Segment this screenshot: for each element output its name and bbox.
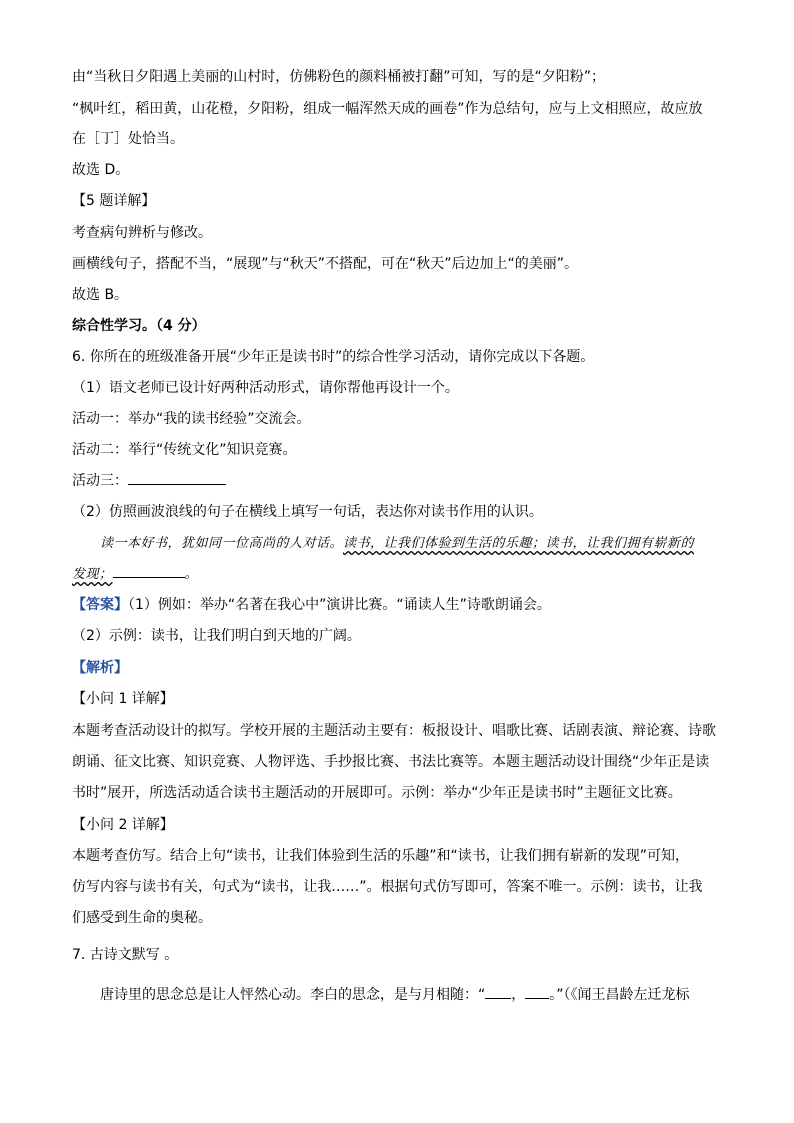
text-line: 在［丁］处恰当。 — [72, 131, 184, 147]
question-stem: 6. 你所在的班级准备开展“少年正是读书时”的综合性学习活动，请你完成以下各题。 — [72, 349, 595, 365]
answer-label: 【答案】 — [72, 597, 128, 613]
text-line: 们感受到生命的奥秘。 — [72, 910, 212, 926]
poem-source: 。”（《闻王昌龄左迁龙标 — [549, 987, 690, 1003]
section-heading: 【5 题详解】 — [72, 193, 156, 209]
answer-blank[interactable] — [113, 563, 185, 578]
text-line: 仿写内容与读书有关，句式为“读书，让我……”。根据句式仿写即可，答案不唯一。示例：读书，让我 — [72, 879, 703, 895]
comma: ， — [511, 987, 526, 1003]
wavy-underlined-sentence: 发现； — [72, 567, 113, 582]
analysis-label: 【解析】 — [72, 660, 128, 676]
text-line: 本题考查活动设计的拟写。学校开展的主题活动主要有：板报设计、唱歌比赛、话剧表演、辩论赛、诗歌 — [72, 723, 716, 739]
text-line: （1）语文老师已设计好两种活动形式，请你帮他再设计一个。 — [72, 380, 459, 396]
text-line: 画横线句子，搭配不当，“展现”与“秋天”不搭配，可在“秋天”后边加上“的美丽”。 — [72, 256, 579, 272]
section-heading: 【小问 1 详解】 — [72, 691, 174, 707]
text-line — [100, 984, 690, 1006]
text-line: 活动二：举行“传统文化”知识竞赛。 — [72, 442, 297, 458]
text-line: （2）仿照画波浪线的句子在横线上填写一句话，表达你对读书作用的认识。 — [72, 504, 543, 520]
section-heading: 【小问 2 详解】 — [72, 817, 174, 833]
handwritten-line — [100, 533, 694, 555]
answer-text: （1）例如：举办“名著在我心中”演讲比赛。“诵读人生”诗歌朗诵会。 — [128, 597, 551, 613]
question-stem: 7. 古诗文默写 。 — [72, 947, 179, 963]
poem-prompt: 唐诗里的思念总是让人怦然心动。李白的思念，是与月相随：“ — [100, 987, 486, 1003]
answer-blank[interactable] — [128, 470, 226, 485]
text-line: 由“当秋日夕阳遇上美丽的山村时，仿佛粉色的颜料桶被打翻”可知，写的是“夕阳粉”； — [72, 69, 606, 85]
text-line — [72, 470, 226, 492]
text-line: 本题考查仿写。结合上句“读书，让我们体验到生活的乐趣”和“读书，让我们拥有崭新的发现”可知， — [72, 848, 690, 864]
text-line: 故选 B。 — [72, 287, 129, 303]
part-heading: 综合性学习。（4 分） — [72, 318, 206, 334]
period: 。 — [184, 567, 199, 582]
text-line: 故选 D。 — [72, 162, 130, 178]
text-line: “枫叶红，稻田黄，山花橙，夕阳粉，组成一幅浑然天成的画卷”作为总结句，应与上文相照应，故应放 — [72, 101, 703, 117]
text-line: 活动一：举办“我的读书经验”交流会。 — [72, 411, 311, 427]
wavy-underlined-sentence: 读书，让我们体验到生活的乐趣；读书，让我们拥有崭新的 — [343, 536, 695, 551]
answer-blank[interactable] — [485, 984, 511, 999]
text-line: （2）示例：读书，让我们明白到天地的广阔。 — [72, 628, 361, 644]
text-line: 书时”展开，所选活动适合读书主题活动的开展即可。示例：举办“少年正是读书时”主题征文比赛。 — [72, 785, 682, 801]
text-line: 考查病句辨析与修改。 — [72, 225, 212, 241]
answer-line — [72, 594, 551, 616]
text-line: 朗诵、征文比赛、知识竞赛、人物评选、手抄报比赛、书法比赛等。本题主题活动设计围绕“少年正是读 — [72, 754, 710, 770]
handwritten-line — [72, 563, 198, 586]
activity-three-label: 活动三： — [72, 473, 128, 489]
handwritten-text: 读一本好书，犹如同一位高尚的人对话。 — [100, 536, 344, 551]
answer-blank[interactable] — [525, 984, 549, 999]
